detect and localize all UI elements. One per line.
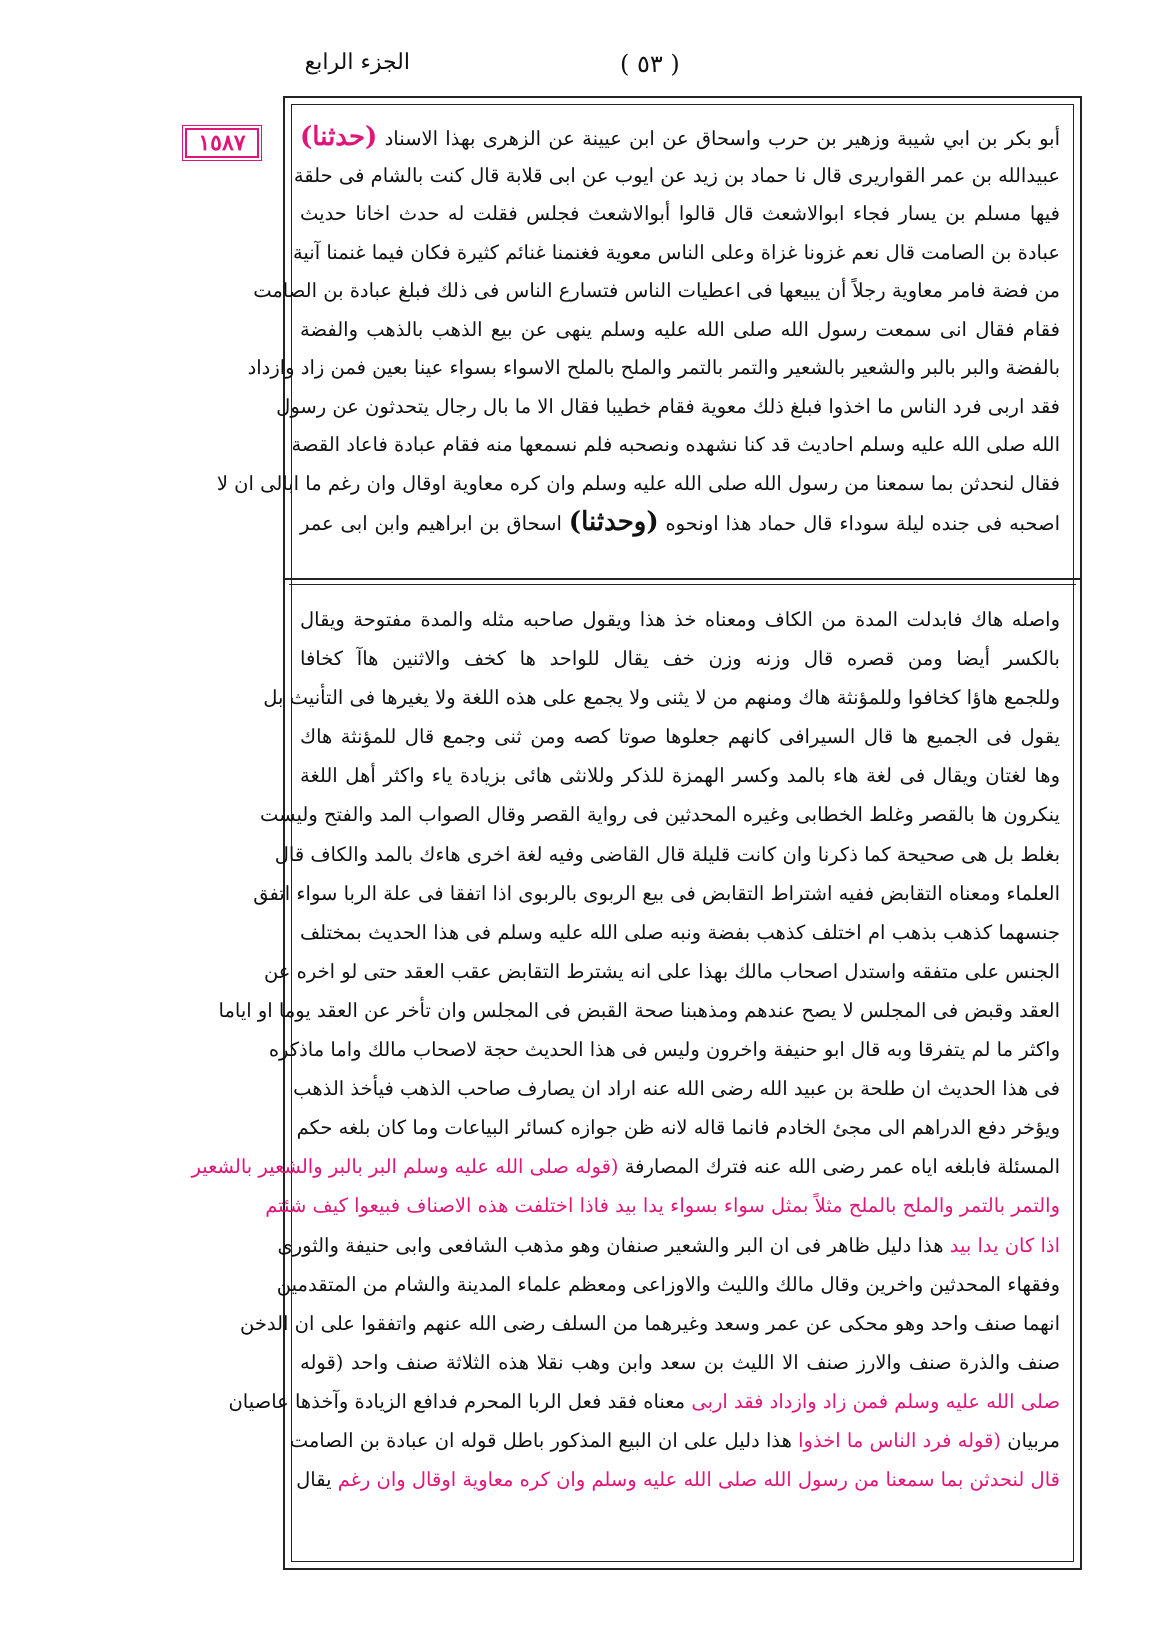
hadith-line: من فضة فامر معاوية رجلاً أن يبيعها فى اعطيات الناس فتسارع الناس فى ذلك فبلغ عبادة بن الصامت xyxy=(253,279,1060,302)
quote-marker: (قوله صلى الله عليه وسلم البر بالبر والشعير بالشعير xyxy=(191,1155,619,1179)
commentary-line: صلى الله عليه وسلم فمن زاد وازداد فقد اربى معناه فقد فعل الربا المحرم فدافع الزيادة وآخذها عاصيان xyxy=(228,1389,1060,1413)
commentary-line: جنسهما كذهب بذهب ام اختلف كذهب بفضة ونبه صلى الله عليه وسلم فى هذا الحديث بمختلف xyxy=(300,920,1060,944)
section-divider-inner xyxy=(289,584,1076,585)
hadith-line: عبيدالله بن عمر القواريرى قال نا حماد بن زيد عن ايوب عن ابى قلابة قال كنت بالشام فى حلقة xyxy=(293,163,1060,187)
commentary-line: اذا كان يدا بيد هذا دليل ظاهر فى ان البر والشعير صنفان وهو مذهب الشافعى وابى حنيفة والثورى xyxy=(277,1233,1060,1257)
wahaddathana-marker: (وحدثنا) xyxy=(568,507,659,537)
commentary-line: انهما صنف واحد وهو محكى عن عمر وسعد وغيرهما من السلف رضى الله عنهم واتفقوا على ان الدخن xyxy=(239,1311,1060,1335)
hadith-line: اصحبه فى جنده ليلة سوداء قال حماد هذا اونحوه (وحدثنا) اسحاق بن ابراهيم وابن ابى عمر xyxy=(300,507,1060,537)
page-header xyxy=(280,44,1080,100)
hadith-line: بالفضة والبر بالبر والشعير بالشعير والتمر بالتمر والملح بالملح الاسواء بسواء عينا بعين فمن زاد وازداد xyxy=(247,356,1060,379)
hadith-number-badge: ١٥٨٧ xyxy=(185,128,259,158)
quote-marker: (قوله xyxy=(300,1350,344,1374)
commentary-line: صنف والذرة صنف والارز صنف الا الليث بن سعد وابن وهب نقلا هذه الثلاثة صنف واحد (قوله xyxy=(300,1350,1061,1374)
commentary-line: وفقهاء المحدثين واخرين وقال مالك والليث والاوزاعى ومعظم علماء المدينة والشام من المتقدمين xyxy=(276,1272,1060,1296)
hadith-line: فقد اربى فرد الناس ما اخذوا فبلغ ذلك معوية فقام خطيبا فقال الا ما بال رجال يتحدثون عن رسول xyxy=(276,394,1060,418)
hadith-line: عبادة بن الصامت قال نعم غزونا غزاة وعلى الناس معوية فغنمنا غنائم كثيرة فكان فيما غنمنا آنية xyxy=(292,240,1060,264)
commentary-line: ينكرون ها بالقصر وغلط الخطابى وغيره المحدثين فى رواية القصر وقال الصواب المد والفتح وليست xyxy=(260,803,1060,827)
commentary-line: وها لغتان ويقال فى لغة هاء بالمد وكسر الهمزة للذكر وللانثى هائى بزيادة ياء واكثر أهل اللغة xyxy=(300,764,1060,788)
hadith-line: أبو بكر بن ابي شيبة وزهير بن حرب واسحاق عن ابن عيينة عن الزهرى بهذا الاسناد (حدثنا) xyxy=(300,122,1061,152)
commentary-line: واكثر ما لم يتفرقا وبه قال ابو حنيفة واخرون وليس فى هذا الحديث حجة لاصحاب مالك واما ماذكره xyxy=(268,1038,1060,1062)
commentary-line: ويؤخر دفع الدراهم الى مجئ الخادم فانما قاله لانه ظن جوازه كسائر البياعات وما كان بلغه حكم xyxy=(296,1116,1060,1140)
quote-marker: (قوله فرد الناس ما اخذوا xyxy=(798,1428,1002,1452)
commentary-line: بالكسر أيضا ومن قصره قال وزنه وزن خف يقال للواحد ها كخف والاثنين هاآ كخافا xyxy=(300,647,1060,671)
commentary-line: الجنس على متفقه واستدل اصحاب مالك بهذا على انه يشترط التقابض عقب العقد حتى لو اخره عن xyxy=(263,959,1060,983)
commentary-line: العلماء ومعناه التقابض ففيه اشتراط التقابض فى بيع الربوى بالربوى اذا اتفقا فى علة الربا سواء اتفق xyxy=(253,881,1060,905)
commentary-line: بغلط بل هى صحيحة كما ذكرنا وان كانت قليلة قال القاضى وفيه لغة اخرى هاءك بالمد والكاف قال xyxy=(274,842,1060,866)
commentary-line: واصله هاك فابدلت المدة من الكاف ومعناه خذ هذا ويقول صاحبه مثله والمدة مفتوحة ويقال xyxy=(300,608,1060,631)
section-divider xyxy=(283,578,1082,580)
commentary-line: قال لنحدثن بما سمعنا من رسول الله صلى الله عليه وسلم وان كره معاوية اوقال وان رغم يقال xyxy=(296,1468,1060,1492)
haddathana-marker: (حدثنا) xyxy=(300,122,378,152)
page-number: ( ٥٣ ) xyxy=(620,50,680,78)
commentary-line-quoted: والتمر بالتمر والملح بالملح مثلاً بمثل سواء بسواء يدا بيد فاذا اختلفت هذه الاصناف فبيعوا كيف شئتم xyxy=(265,1194,1060,1218)
commentary-line: المسئلة فابلغه اياه عمر رضى الله عنه فترك المصارفة (قوله صلى الله عليه وسلم البر بالبر والشعير بالشعير xyxy=(191,1155,1060,1179)
commentary-line: العقد وقبض فى المجلس لا يصح عندهم ومذهبنا صحة القبض فى المجلس وان تأخر عن العقد يوما او اياما xyxy=(218,998,1060,1022)
commentary-line: يقول فى الجميع ها قال السيرافى كانهم جعلوها صوتا كصه ومن ثنى وجمع قال للمؤنثة هاك xyxy=(300,725,1060,749)
hadith-line: فقام فقال انى سمعت رسول الله صلى الله عليه وسلم ينهى عن بيع الذهب بالذهب والفضة xyxy=(300,317,1060,341)
commentary-line: فى هذا الحديث ان طلحة بن عبيد الله رضى الله عنه اراد ان يصارف صاحب الذهب فيأخذ الذهب xyxy=(293,1077,1060,1101)
commentary-line: مربيان (قوله فرد الناس ما اخذوا هذا دليل على ان البيع المذكور باطل قوله ان عبادة بن الصامت xyxy=(289,1428,1060,1452)
hadith-line: فقال لنحدثن بما سمعنا من رسول الله صلى الله عليه وسلم وان كره معاوية اوقال وان رغم ما ابالى ان لا xyxy=(216,471,1060,495)
commentary-line: وللجمع هاؤا كخافوا وللمؤنثة هاك ومنهم من لا يثنى ولا يجمع على هذه اللغة ولا يغيرها فى التأنيث بل xyxy=(263,686,1060,710)
hadith-line: الله صلى الله عليه وسلم احاديث قد كنا نشهده ونصحبه فلم نسمعها منه فقام عبادة فاعاد القصة xyxy=(291,433,1060,456)
part-title: الجزء الرابع xyxy=(304,50,410,75)
hadith-line: فيها مسلم بن يسار فجاء ابوالاشعث قال قالوا أبوالاشعث فجلس فقلت له حدث اخانا حديث xyxy=(300,202,1060,225)
commentary-text xyxy=(191,600,1061,1499)
